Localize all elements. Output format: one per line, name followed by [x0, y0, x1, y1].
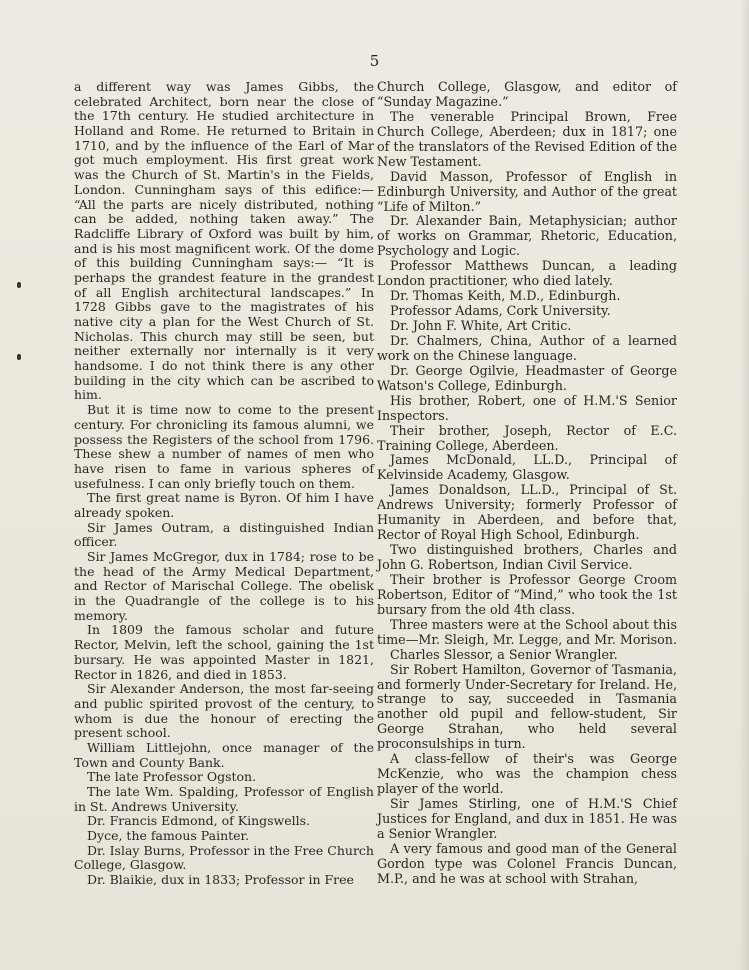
paragraph: Their brother is Professor George Croom Robertson, Editor of “Mind,” who took the 1st bursary from the old 4th class. [377, 571, 677, 617]
paragraph: Professor Adams, Cork University. [390, 303, 611, 319]
page-edge-shadow [739, 0, 749, 970]
paragraph: Charles Slessor, a Senior Wrangler. [390, 646, 618, 662]
paragraph: Sir James Stirling, one of H.M.'S Chief Justices for England, and dux in 1851. He was a Senior Wrangler. [377, 796, 677, 841]
paragraph: Dr. Blaikie, dux in 1833; Professor in Free [87, 872, 354, 888]
paragraph: Dr. Chalmers, China, Author of a learned work on the Chinese language. [377, 332, 677, 363]
margin-mark [17, 354, 21, 360]
paragraph: a different way was James Gibbs, the celebrated Architect, born near the close of the 17th century. He studied architecture in Holland and Rome. He returned to Britain in 1710, and by the influence of the Earl of Mar got much employment. His first great work was the Church of St. Martin's in the Fields, London. Cunningham says of this edifice:— “All the parts are nicely distributed, nothing can be added, nothing taken away.” The Radcliffe Library of Oxford was built by him, and is his most magnificent work. Of the dome of this building Cunningham says:— “It is perhaps the grandest feature in the grandest of all English architectural landscapes.” In 1728 Gibbs gave to the magistrates of his native city a plan for the West Church of St. Nicholas. This church may still be seen, but neither externally nor internally is it very handsome. I do not think there is any other building in the city which can be ascribed to him. [74, 79, 374, 403]
paragraph: Sir Robert Hamilton, Governor of Tasmania, and formerly Under-Secretary for Ireland. He, strange to say, succeeded in Tasmania another old pupil and fellow-student, Sir George Strahan, who held several proconsulships in turn. [377, 661, 677, 752]
paragraph: The late Wm. Spalding, Professor of English in St. Andrews University. [74, 784, 374, 814]
paragraph: James McDonald, LL.D., Principal of Kelvinside Academy, Glasgow. [377, 452, 677, 483]
page-number: 5 [369, 52, 380, 70]
margin-mark [17, 282, 21, 288]
paragraph: Dyce, the famous Painter. [87, 828, 250, 844]
paragraph: James Donaldson, LL.D., Principal of St. Andrews University; formerly Professor of Humanity in Aberdeen, and before that, Rector of Royal High School, Edinburgh. [377, 482, 677, 543]
paragraph: The late Professor Ogston. [87, 769, 257, 785]
paragraph: His brother, Robert, one of H.M.'S Senior Inspectors. [377, 392, 677, 423]
paragraph: Sir Alexander Anderson, the most far-seeing and public spirited provost of the century, to whom is due the honour of erecting the present school. [74, 681, 374, 741]
paragraph: Dr. Francis Edmond, of Kingswells. [87, 813, 311, 829]
paragraph: A class-fellow of their's was George McKenzie, who was the champion chess player of the world. [377, 751, 677, 797]
paragraph: But it is time now to come to the present century. For chronicling its famous alumni, we possess the Registers of the school from 1796. These shew a number of names of men who have risen to fame in various spheres of usefulness. I can only briefly touch on them. [74, 402, 374, 491]
paragraph: Sir James Outram, a distinguished Indian officer. [74, 519, 374, 550]
paragraph: A very famous and good man of the General Gordon type was Colonel Francis Duncan, M.P., and he was at school with Strahan, [377, 840, 677, 886]
paragraph: The first great name is Byron. Of him I have already spoken. [74, 490, 374, 520]
paragraph: Sir James McGregor, dux in 1784; rose to be the head of the Army Medical Department, and Rector of Marischal College. The obelisk in the Quadrangle of the college is to his memory. [74, 549, 374, 623]
paragraph: The venerable Principal Brown, Free Church College, Aberdeen; dux in 1817; one of the translators of the Revised Edition of the New Testament. [377, 108, 677, 169]
paragraph: Professor Matthews Duncan, a leading London practitioner, who died lately. [377, 258, 677, 289]
paragraph: Three masters were at the School about this time—Mr. Sleigh, Mr. Legge, and Mr. Morison. [377, 616, 677, 647]
left-column [74, 80, 374, 888]
paragraph: Dr. Alexander Bain, Metaphysician; author of works on Grammar, Rhetoric, Education, Psychology and Logic. [377, 213, 677, 259]
paragraph: David Masson, Professor of English in Edinburgh University, and Author of the great “Life of Milton.” [377, 168, 677, 214]
paragraph: Church College, Glasgow, and editor of “Sunday Magazine.” [377, 79, 677, 109]
paragraph: Dr. Islay Burns, Professor in the Free Church College, Glasgow. [74, 842, 374, 873]
paragraph: Two distinguished brothers, Charles and John G. Robertson, Indian Civil Service. [377, 542, 677, 572]
paragraph: In 1809 the famous scholar and future Rector, Melvin, left the school, gaining the 1st bursary. He was appointed Master in 1821, Rector in 1826, and died in 1853. [74, 622, 374, 682]
paragraph: Dr. Thomas Keith, M.D., Edinburgh. [390, 288, 621, 304]
paragraph: Dr. George Ogilvie, Headmaster of George Watson's College, Edinburgh. [377, 362, 677, 393]
paragraph: William Littlejohn, once manager of the Town and County Bank. [74, 739, 374, 770]
paragraph: Dr. John F. White, Art Critic. [390, 318, 572, 333]
right-column [377, 80, 677, 887]
paragraph: Their brother, Joseph, Rector of E.C. Training College, Aberdeen. [377, 422, 677, 453]
